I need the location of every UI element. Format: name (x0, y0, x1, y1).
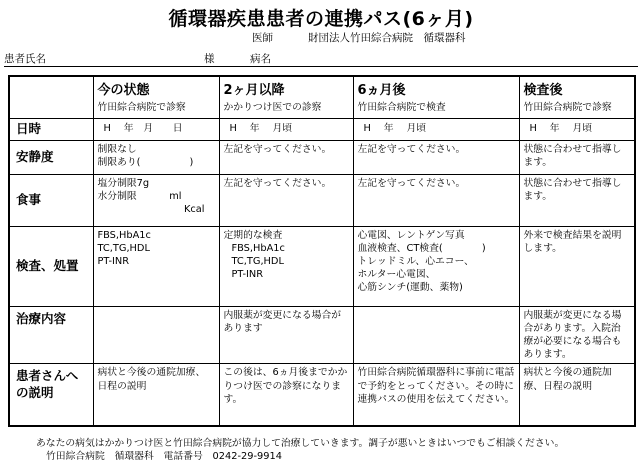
phase-header-after-exam (519, 76, 635, 118)
date-cell-6months: H 年 月頃 (353, 118, 519, 140)
footer-contact: 竹田綜合病院 循環器科 電話番号 0242-29-9914 (46, 450, 282, 462)
rest-line: 制限なし (97, 143, 137, 155)
date-cell-current: H 年 月 日 (93, 118, 219, 140)
rest-cell-6months: 左記を守ってください。 (353, 140, 519, 174)
phase-title: 6ヵ月後 (357, 83, 406, 98)
row-label-line: の説明 (16, 385, 54, 401)
meal-line: 塩分制限7g (97, 177, 150, 189)
doctor-row (252, 30, 466, 45)
phase-header-current (93, 76, 219, 118)
page-title: 循環器疾患患者の連携パス(6ヶ月) (168, 8, 474, 30)
footer-note (36, 438, 564, 463)
treatment-cell-current (93, 306, 219, 364)
clinical-pathway-table (8, 75, 636, 427)
exam-cell-2months (219, 226, 353, 306)
meal-cell-current (93, 174, 219, 226)
phase-title: 今の状態 (97, 83, 150, 98)
exam-line: TC,TG,HDL (97, 242, 150, 254)
explain-cell-after-exam: 病状と今後の通院加療、日程の説明 (519, 364, 635, 426)
doctor-value: 財団法人竹田綜合病院 循環器科 (308, 32, 466, 44)
exam-line: FBS,HbA1c (231, 242, 285, 254)
exam-line: TC,TG,HDL (231, 255, 284, 267)
exam-row (9, 226, 635, 306)
exam-line: トレッドミル、心エコー、 (357, 255, 474, 267)
patient-sama-label: 様 (204, 53, 215, 65)
explain-cell-current: 病状と今後の通院加療、日程の説明 (93, 364, 219, 426)
exam-line: PT-INR (97, 255, 130, 267)
row-label-exam: 検査、処置 (9, 226, 93, 306)
phase-subtitle: 竹田綜合病院で診察 (523, 101, 612, 113)
explain-cell-2months: この後は、6ヵ月後までかかりつけ医での診察になります。 (219, 364, 353, 426)
row-label-date: 日時 (9, 118, 93, 140)
rest-cell-current (93, 140, 219, 174)
exam-line: FBS,HbA1c (97, 229, 151, 241)
phase-subtitle: 竹田綜合病院で検査 (357, 101, 446, 113)
patient-row (4, 50, 638, 67)
row-label-explanation (9, 364, 93, 426)
phase-header-6months (353, 76, 519, 118)
treatment-cell-after-exam: 内服薬が変更になる場合があります。入院治療が必要になる場合もあります。 (519, 306, 635, 364)
rest-row (9, 140, 635, 174)
rest-cell-2months: 左記を守ってください。 (219, 140, 353, 174)
meal-line: Kcal (183, 203, 205, 215)
meal-cell-6months: 左記を守ってください。 (353, 174, 519, 226)
exam-cell-6months (353, 226, 519, 306)
exam-cell-current (93, 226, 219, 306)
meal-cell-after-exam: 状態に合わせて指導します。 (519, 174, 635, 226)
phase-header-row (9, 76, 635, 118)
row-label-treatment: 治療内容 (9, 306, 93, 364)
disease-name-label: 病名 (250, 53, 271, 65)
meal-line: 水分制限 ml (97, 190, 182, 202)
rest-line: 制限あり( ) (97, 156, 194, 168)
phase-title: 検査後 (523, 83, 563, 98)
exam-line: PT-INR (231, 269, 264, 281)
meal-row (9, 174, 635, 226)
treatment-cell-6months (353, 306, 519, 364)
phase-subtitle: かかりつけ医での診察 (223, 101, 322, 113)
explain-cell-6months: 竹田綜合病院循環器科に事前に電話で予約をとってください。その時に連携パスの使用を伝えてください。 (353, 364, 519, 426)
patient-name-label: 患者氏名 (4, 53, 46, 65)
date-cell-2months: H 年 月頃 (219, 118, 353, 140)
rest-cell-after-exam: 状態に合わせて指導します。 (519, 140, 635, 174)
exam-line: 定期的な検査 (223, 229, 283, 241)
row-label-meal: 食事 (9, 174, 93, 226)
phase-title: 2ヶ月以降 (223, 83, 285, 98)
treatment-cell-2months: 内服薬が変更になる場合があります (219, 306, 353, 364)
doctor-label: 医師 (252, 32, 273, 44)
footer-message: あなたの病気はかかりつけ医と竹田綜合病院が協力して治療していきます。調子が悪いときはいつでもご相談ください。 (36, 438, 565, 449)
treatment-row (9, 306, 635, 364)
exam-cell-after-exam: 外来で検査結果を説明します。 (519, 226, 635, 306)
header-blank-cell (9, 76, 93, 118)
phase-header-2months (219, 76, 353, 118)
phase-subtitle: 竹田綜合病院で診察 (97, 101, 186, 113)
explanation-row (9, 364, 635, 426)
row-label-rest: 安静度 (9, 140, 93, 174)
exam-line: 心筋シンチ(運動、薬物) (357, 282, 463, 294)
date-cell-after-exam: H 年 月頃 (519, 118, 635, 140)
row-label-line: 患者さんへ (16, 368, 79, 384)
meal-cell-2months: 左記を守ってください。 (219, 174, 353, 226)
exam-line: ホルター心電図、 (357, 269, 436, 281)
date-row (9, 118, 635, 140)
exam-line: 心電図、レントゲン写真 (357, 229, 465, 241)
exam-line: 血液検査、CT検査( ) (357, 242, 486, 254)
